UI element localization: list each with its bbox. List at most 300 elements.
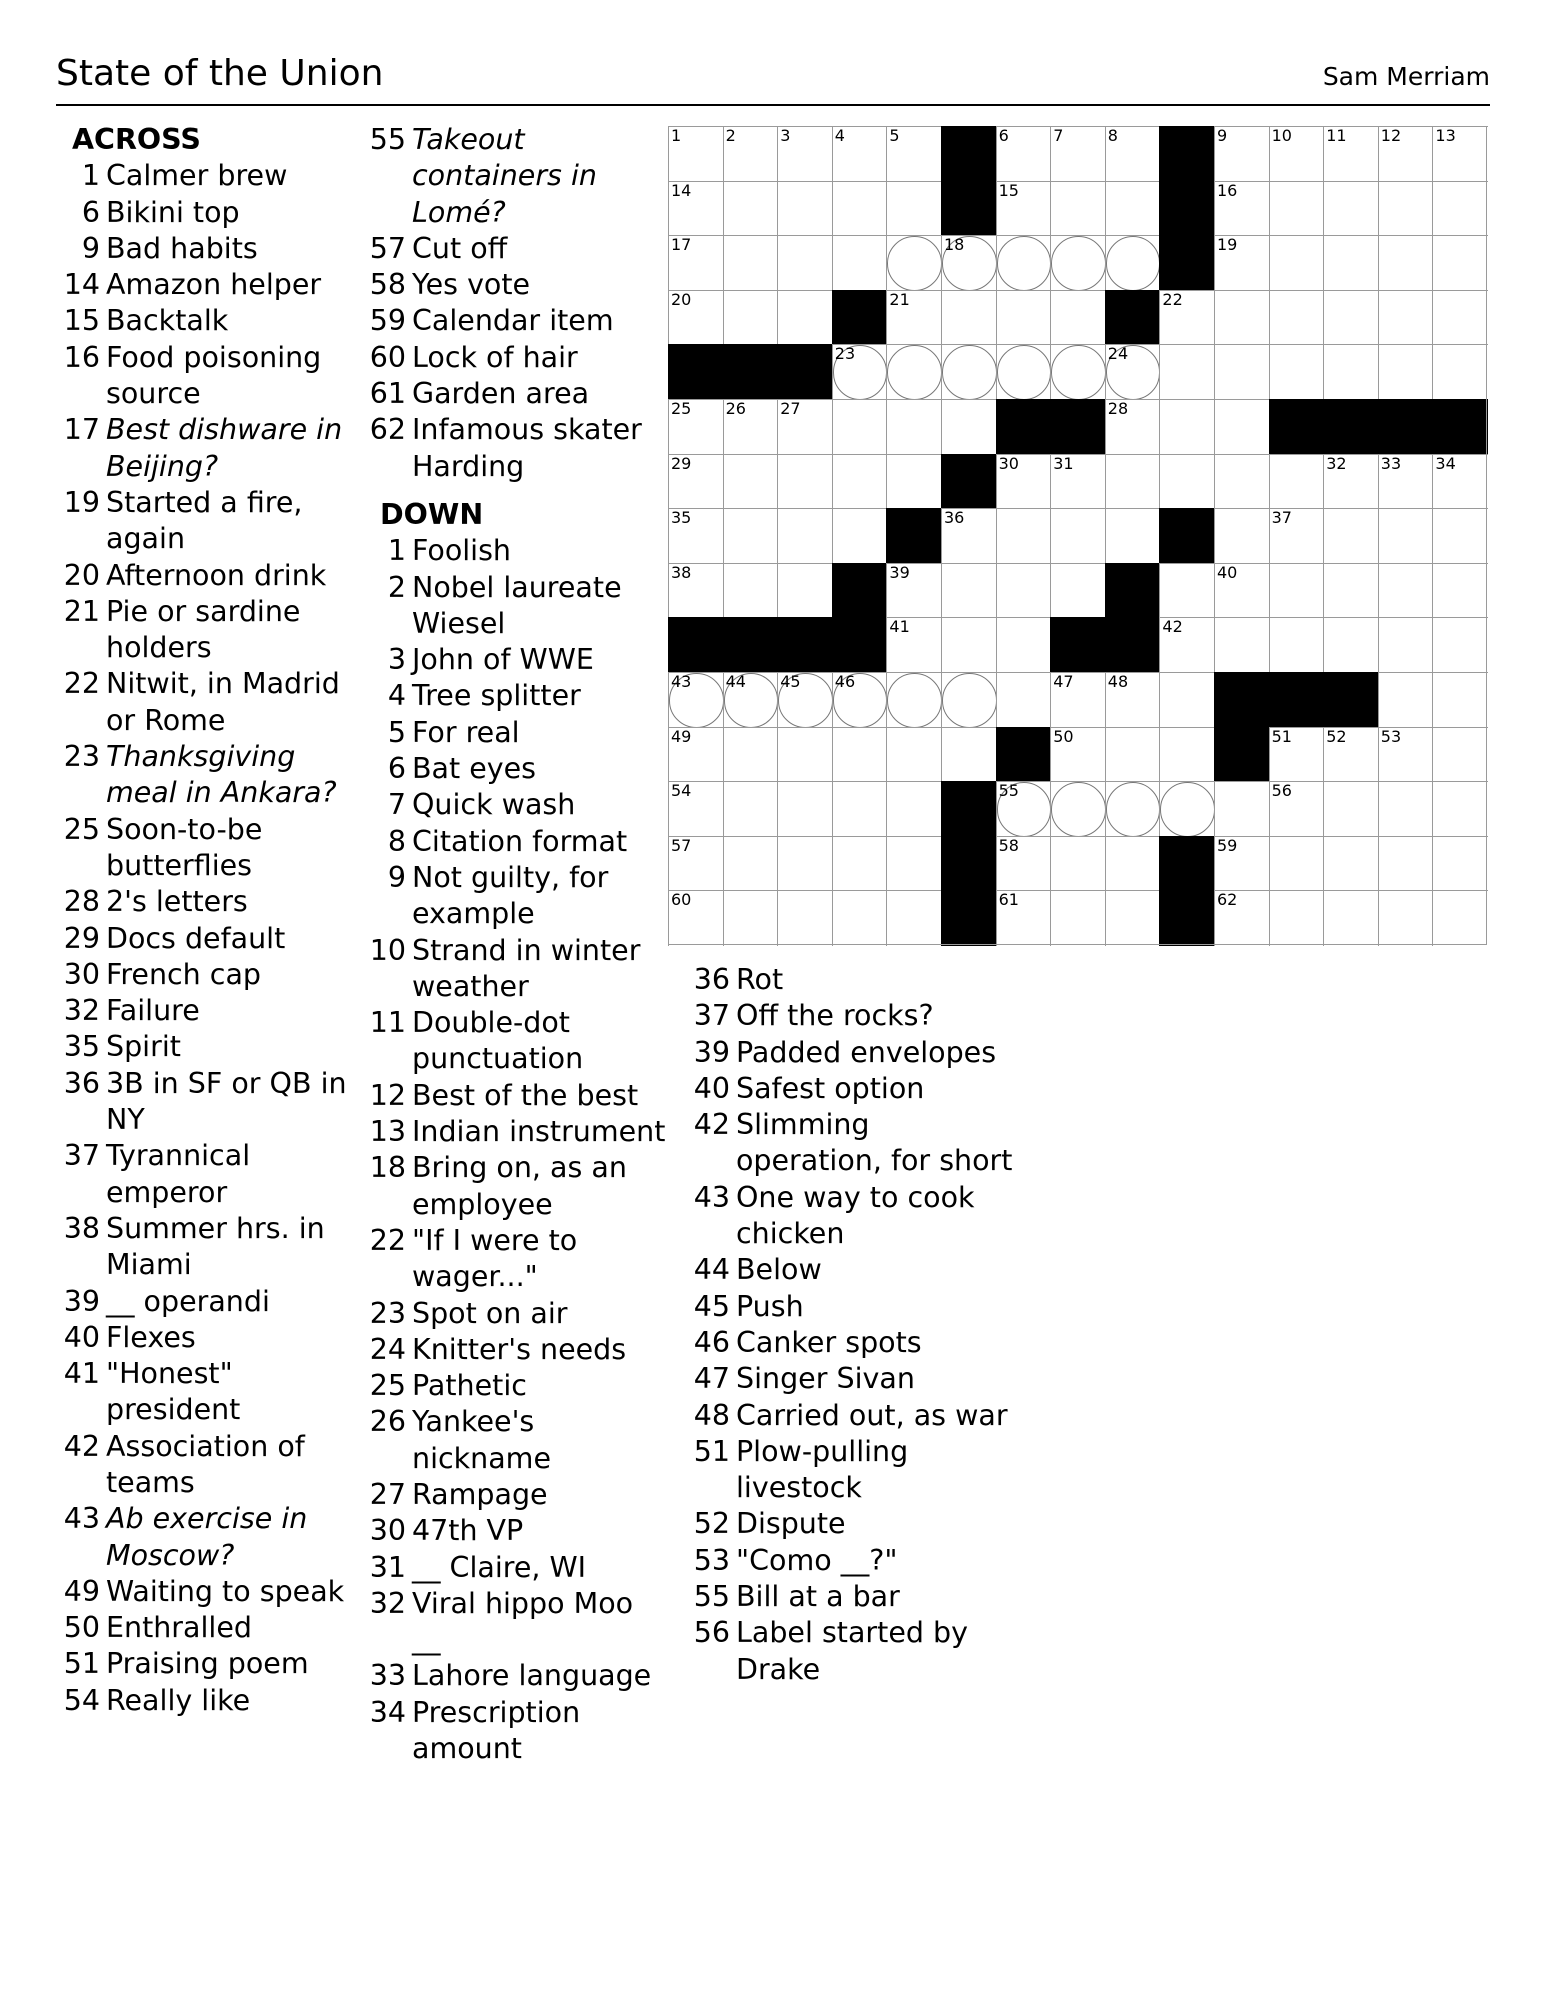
clue-text: Rampage bbox=[412, 1477, 548, 1511]
cell-number: 57 bbox=[671, 835, 692, 855]
grid-cell[interactable] bbox=[941, 563, 996, 618]
grid-cell[interactable] bbox=[941, 235, 996, 290]
black-square bbox=[1050, 399, 1105, 454]
grid-cell[interactable] bbox=[1378, 290, 1433, 345]
grid-cell[interactable] bbox=[1105, 454, 1160, 509]
grid-cell[interactable] bbox=[1269, 890, 1324, 945]
clue-text: Spot on air bbox=[412, 1296, 568, 1330]
grid-cell[interactable] bbox=[886, 290, 941, 345]
black-square bbox=[723, 344, 778, 399]
grid-cell[interactable] bbox=[886, 454, 941, 509]
cell-circle bbox=[997, 236, 1052, 291]
grid-cell[interactable] bbox=[1159, 672, 1214, 727]
grid-cell[interactable] bbox=[996, 617, 1051, 672]
grid-cell[interactable] bbox=[723, 781, 778, 836]
grid-cell[interactable] bbox=[668, 181, 723, 236]
grid-cell[interactable] bbox=[1050, 890, 1105, 945]
grid-cell[interactable] bbox=[1269, 344, 1324, 399]
grid-cell[interactable] bbox=[1269, 181, 1324, 236]
grid-cell[interactable] bbox=[1432, 344, 1487, 399]
clue-text: "Como __?" bbox=[736, 1543, 898, 1577]
clue-number: 9 bbox=[81, 231, 100, 265]
grid-cell[interactable] bbox=[1050, 563, 1105, 618]
grid-cell[interactable] bbox=[1432, 235, 1487, 290]
grid-cell[interactable] bbox=[832, 508, 887, 563]
grid-cell[interactable] bbox=[1432, 181, 1487, 236]
grid-cell[interactable] bbox=[1323, 126, 1378, 181]
grid-cell[interactable] bbox=[832, 781, 887, 836]
grid-cell[interactable] bbox=[886, 344, 941, 399]
grid-cell[interactable] bbox=[1050, 508, 1105, 563]
black-square bbox=[941, 454, 996, 509]
grid-cell[interactable] bbox=[832, 836, 887, 891]
clue-number: 59 bbox=[369, 304, 406, 338]
grid-cell[interactable] bbox=[996, 454, 1051, 509]
grid-cell[interactable] bbox=[1269, 126, 1324, 181]
cell-circle bbox=[887, 345, 942, 400]
grid-cell[interactable] bbox=[1269, 508, 1324, 563]
grid-cell[interactable] bbox=[1378, 181, 1433, 236]
clue-text: "If I were to wager..." bbox=[412, 1223, 578, 1294]
clue bbox=[690, 1543, 1020, 1579]
clue-number: 5 bbox=[387, 715, 406, 749]
grid-cell[interactable] bbox=[777, 290, 832, 345]
grid-cell[interactable] bbox=[886, 563, 941, 618]
grid-cell[interactable] bbox=[1269, 235, 1324, 290]
grid-cell[interactable] bbox=[1159, 399, 1214, 454]
clue-number: 8 bbox=[387, 824, 406, 858]
cell-number: 50 bbox=[1053, 726, 1074, 746]
clue-text: Waiting to speak bbox=[106, 1574, 345, 1608]
cell-number: 41 bbox=[889, 617, 910, 637]
grid-cell[interactable] bbox=[1432, 290, 1487, 345]
cell-number: 23 bbox=[834, 344, 856, 364]
grid-cell[interactable] bbox=[1214, 235, 1269, 290]
grid-cell[interactable] bbox=[1214, 836, 1269, 891]
cell-number: 24 bbox=[1107, 344, 1129, 364]
clue-text: 47th VP bbox=[412, 1514, 524, 1548]
grid-cell[interactable] bbox=[1050, 344, 1105, 399]
clue-text: 2's letters bbox=[106, 885, 248, 919]
grid-cell[interactable] bbox=[1378, 508, 1433, 563]
clue bbox=[366, 570, 666, 643]
grid-cell[interactable] bbox=[723, 126, 778, 181]
grid-cell[interactable] bbox=[1378, 617, 1433, 672]
grid-cell[interactable] bbox=[668, 781, 723, 836]
grid-cell[interactable] bbox=[1378, 672, 1433, 727]
clue-text: Prescription amount bbox=[412, 1695, 581, 1766]
grid-cell[interactable] bbox=[832, 672, 887, 727]
grid-cell[interactable] bbox=[668, 508, 723, 563]
grid-cell[interactable] bbox=[1378, 836, 1433, 891]
clue bbox=[366, 1368, 666, 1404]
grid-cell[interactable] bbox=[777, 181, 832, 236]
grid-cell[interactable] bbox=[1214, 344, 1269, 399]
grid-cell[interactable] bbox=[832, 727, 887, 782]
grid-cell[interactable] bbox=[777, 399, 832, 454]
grid-cell[interactable] bbox=[1105, 836, 1160, 891]
grid-cell[interactable] bbox=[723, 235, 778, 290]
down-clue-list-continued bbox=[690, 962, 1020, 1688]
grid-cell[interactable] bbox=[1105, 508, 1160, 563]
grid-cell[interactable] bbox=[1214, 617, 1269, 672]
grid-cell[interactable] bbox=[777, 508, 832, 563]
grid-cell[interactable] bbox=[941, 344, 996, 399]
grid-cell[interactable] bbox=[941, 727, 996, 782]
grid-cell[interactable] bbox=[832, 181, 887, 236]
cell-number: 53 bbox=[1380, 726, 1402, 746]
cell-number: 42 bbox=[1162, 617, 1183, 637]
grid-cell[interactable] bbox=[996, 781, 1051, 836]
clue-text: Praising poem bbox=[106, 1647, 309, 1681]
grid-cell[interactable] bbox=[1323, 181, 1378, 236]
grid-cell[interactable] bbox=[1432, 727, 1487, 782]
grid-cell[interactable] bbox=[723, 672, 778, 727]
grid-cell[interactable] bbox=[777, 890, 832, 945]
grid-cell[interactable] bbox=[1378, 344, 1433, 399]
grid-cell[interactable] bbox=[996, 126, 1051, 181]
grid-cell[interactable] bbox=[1378, 126, 1433, 181]
grid-cell[interactable] bbox=[777, 672, 832, 727]
grid-cell[interactable] bbox=[1378, 235, 1433, 290]
grid-cell[interactable] bbox=[1432, 836, 1487, 891]
grid-cell[interactable] bbox=[668, 563, 723, 618]
grid-cell[interactable] bbox=[832, 890, 887, 945]
grid-cell[interactable] bbox=[941, 399, 996, 454]
clue-number: 1 bbox=[81, 159, 100, 193]
clue bbox=[366, 340, 666, 376]
grid-cell[interactable] bbox=[1323, 235, 1378, 290]
grid-cell[interactable] bbox=[1323, 508, 1378, 563]
grid-cell[interactable] bbox=[1269, 454, 1324, 509]
clue bbox=[60, 195, 360, 231]
cell-circle bbox=[1106, 236, 1161, 291]
grid-cell[interactable] bbox=[886, 181, 941, 236]
black-square bbox=[941, 890, 996, 945]
grid-cell[interactable] bbox=[1050, 836, 1105, 891]
clue-number: 29 bbox=[63, 921, 100, 955]
cell-circle bbox=[1106, 782, 1161, 837]
grid-cell[interactable] bbox=[886, 890, 941, 945]
grid-cell[interactable] bbox=[777, 126, 832, 181]
black-square bbox=[832, 290, 887, 345]
clue bbox=[366, 1586, 666, 1659]
grid-cell[interactable] bbox=[1432, 890, 1487, 945]
clue-number: 23 bbox=[63, 740, 100, 774]
grid-cell[interactable] bbox=[723, 890, 778, 945]
clue-number: 41 bbox=[63, 1357, 100, 1391]
clue bbox=[366, 1223, 666, 1296]
grid-cell[interactable] bbox=[668, 836, 723, 891]
clue bbox=[60, 158, 360, 194]
grid-cell[interactable] bbox=[1378, 781, 1433, 836]
grid-cell[interactable] bbox=[996, 508, 1051, 563]
grid-cell[interactable] bbox=[1159, 781, 1214, 836]
grid-cell[interactable] bbox=[777, 781, 832, 836]
grid-cell[interactable] bbox=[1432, 781, 1487, 836]
grid-cell[interactable] bbox=[668, 290, 723, 345]
grid-cell[interactable] bbox=[723, 181, 778, 236]
clue-text: Label started by Drake bbox=[736, 1616, 968, 1686]
clue-text: Amazon helper bbox=[106, 268, 322, 302]
clue bbox=[366, 1477, 666, 1513]
cell-number: 37 bbox=[1271, 508, 1292, 528]
grid-cell[interactable] bbox=[1105, 727, 1160, 782]
grid-cell[interactable] bbox=[1323, 617, 1378, 672]
clue-number: 43 bbox=[693, 1180, 730, 1214]
cell-number: 54 bbox=[671, 781, 692, 801]
clue-number: 62 bbox=[369, 413, 406, 447]
grid-cell[interactable] bbox=[1105, 235, 1160, 290]
cell-number: 28 bbox=[1107, 399, 1129, 418]
clue-number: 27 bbox=[369, 1477, 406, 1511]
grid-cell[interactable] bbox=[886, 235, 941, 290]
black-square bbox=[1269, 399, 1324, 454]
cell-number: 52 bbox=[1326, 726, 1347, 746]
grid-cell[interactable] bbox=[723, 454, 778, 509]
grid-cell[interactable] bbox=[1214, 454, 1269, 509]
grid-cell[interactable] bbox=[723, 563, 778, 618]
grid-cell[interactable] bbox=[886, 126, 941, 181]
grid-cell[interactable] bbox=[886, 399, 941, 454]
grid-cell[interactable] bbox=[1323, 290, 1378, 345]
cell-number: 11 bbox=[1326, 126, 1347, 145]
grid-cell[interactable] bbox=[1050, 781, 1105, 836]
grid-cell[interactable] bbox=[1323, 344, 1378, 399]
grid-cell[interactable] bbox=[1432, 563, 1487, 618]
cell-number: 60 bbox=[671, 890, 692, 910]
black-square bbox=[1105, 617, 1160, 672]
grid-cell[interactable] bbox=[1105, 672, 1160, 727]
grid-cell[interactable] bbox=[1432, 508, 1487, 563]
cell-number: 30 bbox=[998, 453, 1019, 473]
grid-cell[interactable] bbox=[1323, 890, 1378, 945]
grid-cell[interactable] bbox=[777, 836, 832, 891]
clue-text: Cut off bbox=[412, 231, 508, 265]
grid-cell[interactable] bbox=[777, 454, 832, 509]
grid-cell[interactable] bbox=[1432, 617, 1487, 672]
grid-cell[interactable] bbox=[886, 672, 941, 727]
clue-column-3 bbox=[690, 962, 1020, 1688]
clue bbox=[366, 1513, 666, 1549]
grid-cell[interactable] bbox=[996, 890, 1051, 945]
grid-cell[interactable] bbox=[1323, 454, 1378, 509]
grid-cell[interactable] bbox=[1159, 290, 1214, 345]
grid-cell[interactable] bbox=[1214, 290, 1269, 345]
grid-cell[interactable] bbox=[996, 290, 1051, 345]
grid-cell[interactable] bbox=[832, 399, 887, 454]
clue-number: 58 bbox=[369, 268, 406, 302]
clue bbox=[366, 1550, 666, 1586]
clue bbox=[690, 998, 1020, 1034]
grid-cell[interactable] bbox=[1214, 126, 1269, 181]
grid-cell[interactable] bbox=[941, 290, 996, 345]
grid-cell[interactable] bbox=[1105, 781, 1160, 836]
grid-cell[interactable] bbox=[1323, 727, 1378, 782]
grid-cell[interactable] bbox=[1378, 454, 1433, 509]
grid-cell[interactable] bbox=[668, 454, 723, 509]
grid-cell[interactable] bbox=[1323, 836, 1378, 891]
clue-number: 39 bbox=[693, 1035, 730, 1069]
grid-cell[interactable] bbox=[777, 235, 832, 290]
clue-number: 24 bbox=[369, 1332, 406, 1366]
grid-cell[interactable] bbox=[1269, 563, 1324, 618]
grid-cell[interactable] bbox=[777, 563, 832, 618]
grid-cell[interactable] bbox=[1050, 727, 1105, 782]
clue bbox=[366, 1404, 666, 1477]
cell-number: 58 bbox=[998, 835, 1019, 855]
grid-cell[interactable] bbox=[1050, 290, 1105, 345]
grid-cell[interactable] bbox=[1050, 235, 1105, 290]
black-square bbox=[941, 126, 996, 181]
grid-cell[interactable] bbox=[1323, 563, 1378, 618]
clue bbox=[690, 1035, 1020, 1071]
grid-cell[interactable] bbox=[1050, 126, 1105, 181]
grid-cell[interactable] bbox=[1269, 781, 1324, 836]
cell-number: 25 bbox=[671, 399, 692, 418]
clue-number: 32 bbox=[369, 1586, 406, 1620]
grid-cell[interactable] bbox=[996, 672, 1051, 727]
clue-number: 30 bbox=[63, 957, 100, 991]
clue bbox=[690, 1615, 1020, 1688]
grid-cell[interactable] bbox=[1269, 727, 1324, 782]
grid-cell[interactable] bbox=[1269, 836, 1324, 891]
clue-number: 48 bbox=[693, 1398, 730, 1432]
grid-cell[interactable] bbox=[668, 235, 723, 290]
clue bbox=[690, 962, 1020, 998]
clue-text: Calmer brew bbox=[106, 159, 288, 193]
clue bbox=[366, 1114, 666, 1150]
clue-text: Knitter's needs bbox=[412, 1332, 627, 1366]
grid-cell[interactable] bbox=[1050, 454, 1105, 509]
grid-cell[interactable] bbox=[1378, 727, 1433, 782]
grid-cell[interactable] bbox=[1105, 181, 1160, 236]
clue-number: 30 bbox=[369, 1514, 406, 1548]
clue bbox=[60, 1284, 360, 1320]
clue-text: For real bbox=[412, 715, 520, 749]
grid-cell[interactable] bbox=[668, 399, 723, 454]
clue-number: 14 bbox=[63, 268, 100, 302]
grid-cell[interactable] bbox=[777, 727, 832, 782]
clue bbox=[60, 812, 360, 885]
grid-cell[interactable] bbox=[886, 617, 941, 672]
clue-number: 26 bbox=[369, 1405, 406, 1439]
cell-number: 22 bbox=[1162, 289, 1183, 309]
grid-cell[interactable] bbox=[1214, 399, 1269, 454]
grid-cell[interactable] bbox=[1159, 344, 1214, 399]
grid-cell[interactable] bbox=[832, 454, 887, 509]
clue-number: 47 bbox=[693, 1362, 730, 1396]
clue bbox=[366, 860, 666, 933]
grid-cell[interactable] bbox=[1159, 727, 1214, 782]
cell-circle bbox=[997, 345, 1052, 400]
grid-cell[interactable] bbox=[1269, 617, 1324, 672]
clue-number: 46 bbox=[693, 1325, 730, 1359]
grid-cell[interactable] bbox=[941, 672, 996, 727]
grid-cell[interactable] bbox=[832, 344, 887, 399]
black-square bbox=[1159, 508, 1214, 563]
grid-cell[interactable] bbox=[1159, 563, 1214, 618]
grid-cell[interactable] bbox=[723, 727, 778, 782]
grid-cell[interactable] bbox=[668, 890, 723, 945]
grid-cell[interactable] bbox=[1105, 344, 1160, 399]
grid-cell[interactable] bbox=[1432, 454, 1487, 509]
grid-cell[interactable] bbox=[996, 836, 1051, 891]
clue-text: Bill at a bar bbox=[736, 1580, 900, 1614]
clue bbox=[690, 1071, 1020, 1107]
grid-cell[interactable] bbox=[1214, 563, 1269, 618]
grid-cell[interactable] bbox=[1050, 672, 1105, 727]
clue-column-2 bbox=[366, 122, 666, 1767]
clue bbox=[60, 1646, 360, 1682]
grid-cell[interactable] bbox=[886, 727, 941, 782]
clue-text: Canker spots bbox=[736, 1325, 922, 1359]
clue bbox=[60, 558, 360, 594]
grid-cell[interactable] bbox=[832, 235, 887, 290]
grid-cell[interactable] bbox=[1269, 290, 1324, 345]
cell-number: 62 bbox=[1217, 890, 1238, 910]
grid-cell[interactable] bbox=[886, 836, 941, 891]
grid-cell[interactable] bbox=[1432, 126, 1487, 181]
grid-cell[interactable] bbox=[1159, 454, 1214, 509]
cell-circle bbox=[887, 673, 942, 728]
grid-cell[interactable] bbox=[668, 126, 723, 181]
grid-cell[interactable] bbox=[1105, 399, 1160, 454]
cell-number: 48 bbox=[1107, 672, 1129, 691]
grid-cell[interactable] bbox=[668, 727, 723, 782]
grid-cell[interactable] bbox=[723, 836, 778, 891]
clue-text: Singer Sivan bbox=[736, 1362, 915, 1396]
grid-cell[interactable] bbox=[1378, 563, 1433, 618]
grid-cell[interactable] bbox=[1214, 781, 1269, 836]
grid-cell[interactable] bbox=[1214, 181, 1269, 236]
grid-cell[interactable] bbox=[996, 344, 1051, 399]
clue-number: 53 bbox=[693, 1543, 730, 1577]
clue-number: 21 bbox=[63, 594, 100, 628]
grid-cell[interactable] bbox=[1050, 181, 1105, 236]
grid-cell[interactable] bbox=[1378, 890, 1433, 945]
grid-cell[interactable] bbox=[941, 617, 996, 672]
across-clue-list bbox=[60, 158, 360, 1719]
clue-number: 4 bbox=[387, 679, 406, 713]
grid-cell[interactable] bbox=[1323, 781, 1378, 836]
grid-cell[interactable] bbox=[1214, 508, 1269, 563]
grid-cell[interactable] bbox=[832, 126, 887, 181]
grid-cell[interactable] bbox=[723, 508, 778, 563]
clue bbox=[690, 1434, 1020, 1507]
grid-cell[interactable] bbox=[886, 781, 941, 836]
grid-cell[interactable] bbox=[723, 399, 778, 454]
grid-cell[interactable] bbox=[996, 181, 1051, 236]
clue bbox=[366, 678, 666, 714]
grid-cell[interactable] bbox=[723, 290, 778, 345]
grid-cell[interactable] bbox=[1105, 890, 1160, 945]
black-square bbox=[832, 617, 887, 672]
grid-cell[interactable] bbox=[996, 563, 1051, 618]
clue-number: 51 bbox=[693, 1434, 730, 1468]
clue-number: 36 bbox=[693, 963, 730, 996]
clue-number: 2 bbox=[387, 570, 406, 604]
grid-cell[interactable] bbox=[996, 235, 1051, 290]
grid-cell[interactable] bbox=[1159, 617, 1214, 672]
grid-cell[interactable] bbox=[1432, 672, 1487, 727]
clue-text: Foolish bbox=[412, 534, 511, 568]
grid-cell[interactable] bbox=[941, 508, 996, 563]
grid-cell[interactable] bbox=[1214, 890, 1269, 945]
grid-cell[interactable] bbox=[1105, 126, 1160, 181]
grid-cell[interactable] bbox=[668, 672, 723, 727]
across-heading: ACROSS bbox=[72, 123, 201, 156]
